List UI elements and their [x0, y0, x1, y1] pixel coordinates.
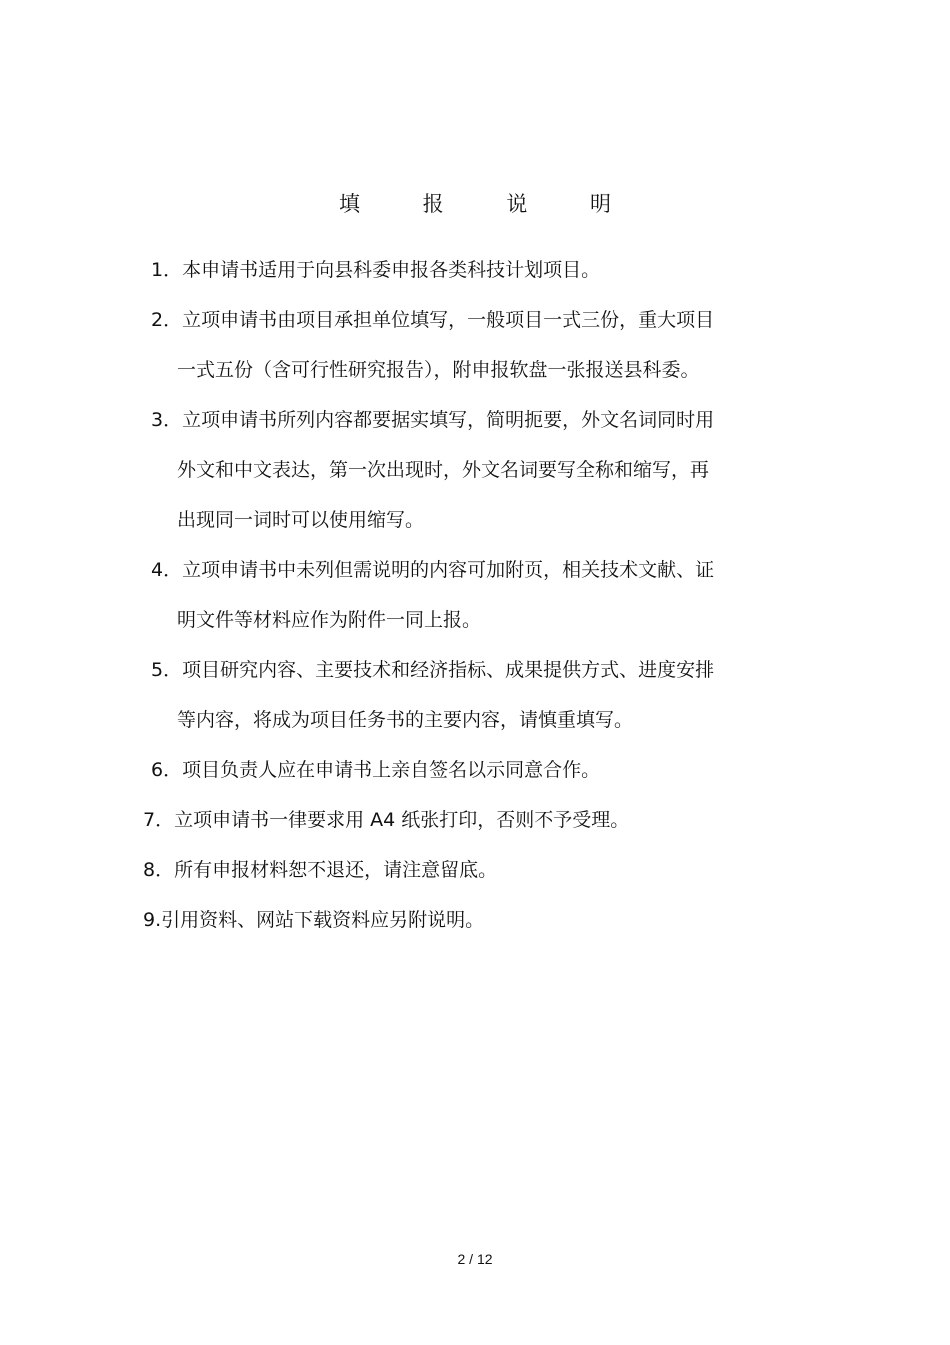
item-5-line-2: 等内容，将成为项目任务书的主要内容，请慎重填写。: [177, 709, 634, 731]
item-8-line-1: 8．所有申报材料恕不退还，请注意留底。: [143, 859, 498, 881]
item-6-line-1: 6．项目负责人应在申请书上亲自签名以示同意合作。: [151, 759, 601, 781]
item-3-line-3: 出现同一词时可以使用缩写。: [177, 509, 425, 531]
item-3-line-1: 3．立项申请书所列内容都要据实填写，简明扼要，外文名词同时用: [151, 409, 715, 431]
item-1-line-1: 1．本申请书适用于向县科委申报各类科技计划项目。: [151, 259, 601, 281]
page-indicator: 2 / 12: [457, 1251, 493, 1267]
document-title: 填 报 说 明: [338, 192, 640, 216]
item-3-line-2: 外文和中文表达，第一次出现时，外文名词要写全称和缩写，再: [177, 459, 710, 481]
item-5-line-1: 5．项目研究内容、主要技术和经济指标、成果提供方式、进度安排: [151, 659, 715, 681]
item-2-line-2: 一式五份（含可行性研究报告），附申报软盘一张报送县科委。: [177, 359, 700, 381]
item-2-line-1: 2．立项申请书由项目承担单位填写，一般项目一式三份，重大项目: [151, 309, 715, 331]
item-9-line-1: 9.引用资料、网站下载资料应另附说明。: [143, 909, 485, 931]
item-4-line-2: 明文件等材料应作为附件一同上报。: [177, 609, 482, 631]
item-4-line-1: 4．立项申请书中未列但需说明的内容可加附页，相关技术文献、证: [151, 559, 715, 581]
item-7-line-1: 7．立项申请书一律要求用 A4 纸张打印，否则不予受理。: [143, 809, 630, 831]
